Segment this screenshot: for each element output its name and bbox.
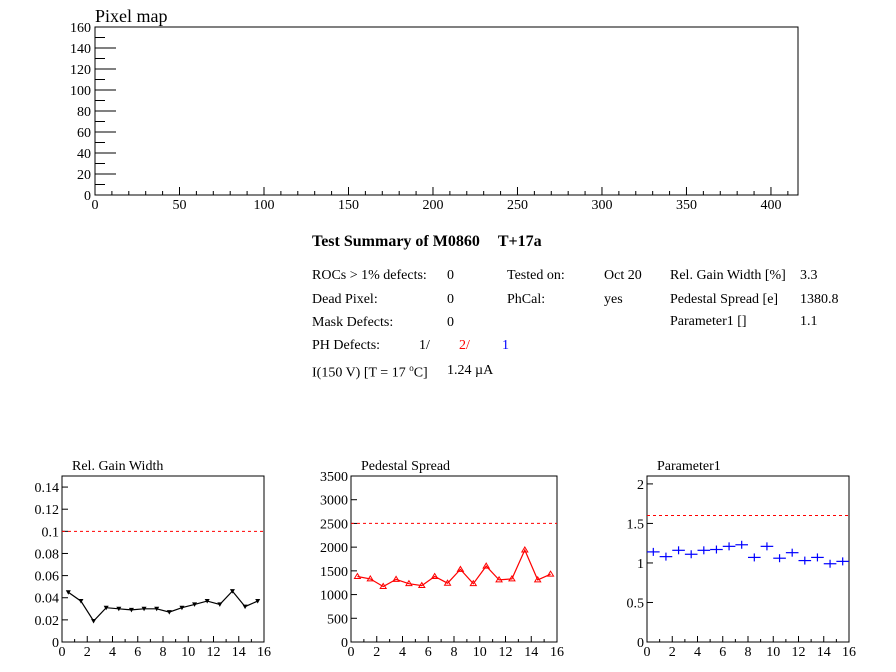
rel-gain-width-point: [217, 602, 222, 607]
pixel-map-title: Pixel map: [95, 6, 168, 26]
ph-defects-value-1: 1/: [419, 338, 430, 353]
rel-gain-width-x-tick-label: 14: [231, 645, 246, 660]
mask-defects-label: Mask Defects:: [312, 315, 394, 330]
parameter1-label: Parameter1 []: [670, 314, 747, 329]
pedestal-spread-x-tick-label: 14: [524, 645, 539, 660]
pedestal-spread-y-tick-label: 1000: [320, 588, 348, 604]
rel-gain-width-x-tick-label: 8: [159, 645, 167, 660]
rel-gain-width-x-tick-label: 2: [83, 645, 91, 660]
rel-gain-width-y-tick-label: 0.08: [34, 547, 59, 563]
pixel-map-y-tick-label: 0: [84, 189, 91, 204]
summary-module: Test Summary of M0860: [312, 233, 480, 250]
rel-gain-width-frame: [62, 476, 264, 642]
parameter1-title: Parameter1: [657, 459, 721, 474]
pedestal-spread-x-tick-label: 12: [498, 645, 513, 660]
pedestal-spread-x-tick-label: 16: [550, 645, 564, 660]
pixel-map-x-tick-label: 200: [422, 198, 444, 213]
rel-gain-width-y-tick-label: 0.02: [34, 613, 59, 629]
rel-gain-width-point: [91, 619, 96, 624]
rel-gain-width-y-tick-label: 0.1: [41, 525, 59, 541]
pixel-map-x-tick-label: 0: [91, 198, 99, 213]
current-label: [312, 363, 428, 382]
pedestal-spread-y-tick-label: 500: [327, 612, 348, 628]
pedestal-spread-label: Pedestal Spread [e]: [670, 292, 779, 307]
pedestal-spread-x-tick-label: 8: [450, 645, 458, 660]
pedestal-spread-x-tick-label: 4: [399, 645, 406, 660]
gain-width-label: Rel. Gain Width [%]: [670, 268, 786, 283]
parameter1-y-tick-label: 1: [637, 556, 644, 572]
pixel-map-x-tick-label: 100: [253, 198, 275, 213]
parameter1-x-tick-label: 2: [668, 645, 676, 660]
pixel-map-y-tick-label: 100: [70, 84, 91, 99]
parameter1-x-tick-label: 6: [719, 645, 727, 660]
phcal-label: PhCal:: [507, 292, 546, 307]
current-label-text: I(150 V) [T = 17: [312, 365, 410, 381]
rel-gain-width-y-tick-label: 0.04: [34, 591, 59, 607]
parameter1-y-tick-label: 1.5: [626, 517, 644, 533]
rel-gain-width-y-tick-label: 0: [52, 636, 59, 651]
current-value: 1.24 µA: [447, 363, 494, 378]
rel-gain-width-y-tick-label: 0.12: [34, 503, 59, 519]
phcal-value: yes: [604, 292, 623, 307]
pedestal-spread-y-tick-label: 3000: [320, 493, 348, 509]
rel-gain-width-point: [167, 610, 172, 615]
rel-gain-width-y-tick-label: 0.14: [34, 481, 59, 497]
rel-gain-width-series-line: [68, 591, 257, 621]
rel-gain-width-y-tick-label: 0.06: [34, 569, 59, 585]
pedestal-spread-y-tick-label: 2500: [320, 517, 348, 533]
pixel-map-x-tick-label: 300: [591, 198, 613, 213]
pedestal-spread-x-tick-label: 6: [424, 645, 432, 660]
rocs-value: 0: [447, 268, 454, 283]
pedestal-spread-title: Pedestal Spread: [361, 459, 451, 474]
pedestal-spread-point: [354, 574, 360, 579]
parameter1-x-tick-label: 16: [842, 645, 856, 660]
rocs-label: ROCs > 1% defects:: [312, 268, 427, 283]
parameter1-y-tick-label: 2: [637, 477, 644, 493]
rel-gain-width-x-tick-label: 6: [134, 645, 142, 660]
pedestal-spread-y-tick-label: 0: [341, 636, 348, 651]
ph-defects-value-3: 1: [502, 338, 509, 353]
pixel-map-y-tick-label: 60: [77, 126, 91, 141]
dead-pixel-label: Dead Pixel:: [312, 292, 378, 307]
parameter1-value: 1.1: [800, 314, 818, 329]
gain-width-value: 3.3: [800, 268, 818, 283]
parameter1-x-tick-label: 14: [816, 645, 831, 660]
rel-gain-width-x-tick-label: 0: [58, 645, 66, 660]
parameter1-x-tick-label: 10: [766, 645, 781, 660]
parameter1-y-tick-label: 0: [637, 636, 644, 651]
parameter1-x-tick-label: 0: [643, 645, 651, 660]
parameter1-x-tick-label: 4: [694, 645, 701, 660]
pedestal-spread-x-tick-label: 10: [472, 645, 487, 660]
pixel-map-y-tick-label: 160: [70, 21, 91, 36]
rel-gain-width-x-tick-label: 12: [206, 645, 221, 660]
pixel-map-y-tick-label: 40: [77, 147, 91, 162]
rel-gain-width-x-tick-label: 10: [181, 645, 196, 660]
pedestal-spread-y-tick-label: 3500: [320, 470, 348, 485]
pedestal-spread-point: [548, 571, 554, 576]
summary-title: [312, 233, 542, 251]
ph-defects-label: PH Defects:: [312, 338, 381, 353]
pixel-map-x-tick-label: 350: [675, 198, 697, 213]
pixel-map-x-tick-label: 400: [760, 198, 782, 213]
parameter1-x-tick-label: 8: [744, 645, 752, 660]
current-label-unit: C]: [413, 365, 428, 381]
pedestal-spread-series-line: [357, 550, 550, 587]
pedestal-spread-x-tick-label: 0: [347, 645, 355, 660]
parameter1-x-tick-label: 12: [791, 645, 806, 660]
rel-gain-width-title: Rel. Gain Width: [72, 459, 164, 474]
pixel-map-x-tick-label: 150: [337, 198, 359, 213]
tested-on-value: Oct 20: [604, 268, 642, 283]
dead-pixel-value: 0: [447, 292, 454, 307]
parameter1-frame: [647, 476, 849, 642]
pixel-map-y-tick-label: 20: [77, 168, 91, 183]
tested-on-label: Tested on:: [507, 268, 565, 283]
pedestal-spread-x-tick-label: 2: [373, 645, 381, 660]
pixel-map-y-tick-label: 140: [70, 42, 91, 57]
parameter1-y-tick-label: 0.5: [626, 596, 644, 612]
pedestal-spread-y-tick-label: 2000: [320, 541, 348, 557]
pixel-map-y-tick-label: 120: [70, 63, 91, 78]
rel-gain-width-x-tick-label: 4: [109, 645, 116, 660]
ph-defects-value-2: 2/: [459, 338, 470, 353]
pedestal-spread-frame: [351, 476, 557, 642]
mask-defects-value: 0: [447, 315, 454, 330]
pedestal-spread-y-tick-label: 1500: [320, 564, 348, 580]
pixel-map-x-tick-label: 50: [172, 198, 187, 213]
pixel-map-y-tick-label: 80: [77, 105, 91, 120]
pixel-map-x-tick-label: 250: [506, 198, 528, 213]
rel-gain-width-x-tick-label: 16: [257, 645, 271, 660]
summary-temperature: T+17a: [497, 233, 542, 250]
pixel-map-frame: [95, 27, 798, 195]
rel-gain-width-point: [243, 605, 248, 610]
degree-sign: o: [409, 363, 414, 373]
pedestal-spread-value: 1380.8: [800, 292, 839, 307]
